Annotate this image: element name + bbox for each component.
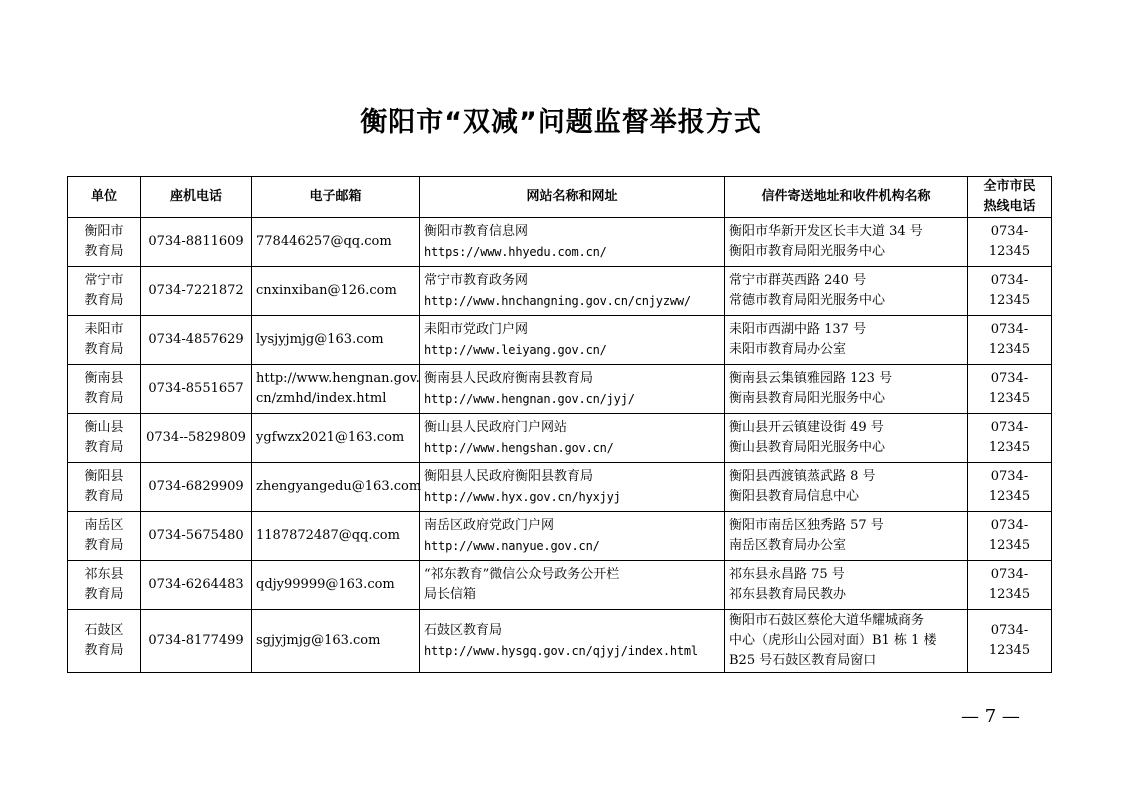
table-row — [68, 610, 1052, 673]
address-line: 祁东县永昌路 75 号 — [729, 567, 845, 582]
unit-line: 衡阳县 — [84, 469, 124, 484]
phone-cell: 0734-4857629 — [141, 316, 252, 365]
phone-cell: 0734-8811609 — [141, 218, 252, 267]
address-line: 衡阳市南岳区独秀路 57 号 — [729, 518, 884, 533]
address-cell — [725, 365, 968, 414]
table-body — [68, 218, 1052, 673]
address-line: 衡南县教育局阳光服务中心 — [729, 391, 886, 406]
table-row — [68, 463, 1052, 512]
website-line: 耒阳市党政门户网 — [424, 322, 529, 337]
address-line: 衡阳市教育局阳光服务中心 — [729, 244, 886, 259]
header-address: 信件寄送地址和收件机构名称 — [725, 177, 968, 218]
hotline-cell: 0734-12345 — [968, 365, 1052, 414]
website-line: 常宁市教育政务网 — [424, 273, 529, 288]
unit-line: 教育局 — [84, 293, 124, 308]
unit-line: 教育局 — [84, 342, 124, 357]
email-line: cn/zmhd/index.html — [256, 391, 387, 406]
contact-table — [67, 176, 1052, 673]
website-line: 衡南县人民政府衡南县教育局 — [424, 371, 594, 386]
header-hotline-line-1: 全市市民 — [983, 179, 1036, 194]
unit-line: 耒阳市 — [84, 322, 124, 337]
website-line: http://www.hengnan.gov.cn/jyj/ — [424, 392, 635, 406]
email-line: 1187872487@qq.com — [256, 528, 400, 543]
phone-cell: 0734-6264483 — [141, 561, 252, 610]
address-line: 南岳区教育局办公室 — [729, 538, 847, 553]
email-line: cnxinxiban@126.com — [256, 283, 397, 298]
website-line: 局长信箱 — [424, 587, 477, 602]
website-cell — [420, 218, 725, 267]
unit-cell — [68, 561, 141, 610]
table-row — [68, 365, 1052, 414]
address-line: 衡南县云集镇雅园路 123 号 — [729, 371, 893, 386]
hotline-cell: 0734-12345 — [968, 316, 1052, 365]
unit-line: 教育局 — [84, 391, 124, 406]
address-cell — [725, 561, 968, 610]
unit-line: 教育局 — [84, 538, 124, 553]
website-cell — [420, 463, 725, 512]
unit-line: 衡山县 — [84, 420, 124, 435]
header-hotline-line-2: 热线电话 — [983, 199, 1036, 214]
hotline-cell: 0734-12345 — [968, 218, 1052, 267]
website-cell — [420, 610, 725, 673]
email-cell — [252, 463, 420, 512]
address-line: 衡阳市华新开发区长丰大道 34 号 — [729, 224, 923, 239]
address-cell — [725, 414, 968, 463]
header-unit: 单位 — [68, 177, 141, 218]
hotline-cell: 0734-12345 — [968, 561, 1052, 610]
unit-cell — [68, 267, 141, 316]
unit-line: 教育局 — [84, 244, 124, 259]
hotline-cell: 0734-12345 — [968, 414, 1052, 463]
address-line: 耒阳市教育局办公室 — [729, 342, 847, 357]
address-line: 祁东县教育局民教办 — [729, 587, 847, 602]
address-line: 衡山县教育局阳光服务中心 — [729, 440, 886, 455]
website-line: http://www.hengshan.gov.cn/ — [424, 441, 614, 455]
table-row — [68, 316, 1052, 365]
unit-line: 衡南县 — [84, 371, 124, 386]
website-line: 衡山县人民政府门户网站 — [424, 420, 568, 435]
website-cell — [420, 414, 725, 463]
header-phone: 座机电话 — [141, 177, 252, 218]
website-cell — [420, 561, 725, 610]
website-line: http://www.nanyue.gov.cn/ — [424, 539, 600, 553]
email-cell — [252, 218, 420, 267]
header-email: 电子邮箱 — [252, 177, 420, 218]
email-line: 778446257@qq.com — [256, 234, 392, 249]
website-line: https://www.hhyedu.com.cn/ — [424, 245, 607, 259]
address-cell — [725, 610, 968, 673]
address-cell — [725, 316, 968, 365]
phone-cell: 0734-5675480 — [141, 512, 252, 561]
unit-line: 常宁市 — [84, 273, 124, 288]
address-cell — [725, 463, 968, 512]
unit-line: 衡阳市 — [84, 224, 124, 239]
website-line: 南岳区政府党政门户网 — [424, 518, 555, 533]
website-line: 衡阳市教育信息网 — [424, 224, 529, 239]
table-row — [68, 218, 1052, 267]
unit-line: 教育局 — [84, 587, 124, 602]
table-row — [68, 414, 1052, 463]
page-title: 衡阳市“双减”问题监督举报方式 — [360, 107, 762, 138]
unit-cell — [68, 218, 141, 267]
address-line: 衡阳市石鼓区蔡伦大道华耀城商务 — [729, 613, 925, 628]
header-hotline — [968, 177, 1052, 218]
phone-cell: 0734-8177499 — [141, 610, 252, 673]
address-cell — [725, 218, 968, 267]
unit-line: 石鼓区 — [84, 623, 124, 638]
email-line: lysjyjmjg@163.com — [256, 332, 384, 347]
website-line: “祁东教育”微信公众号政务公开栏 — [424, 567, 620, 582]
email-line: sgjyjmjg@163.com — [256, 633, 381, 648]
email-line: zhengyangedu@163.com — [256, 479, 422, 494]
phone-cell: 0734-6829909 — [141, 463, 252, 512]
unit-cell — [68, 316, 141, 365]
address-line: 常德市教育局阳光服务中心 — [729, 293, 886, 308]
header-row — [68, 177, 1052, 218]
unit-line: 教育局 — [84, 440, 124, 455]
unit-cell — [68, 610, 141, 673]
unit-cell — [68, 414, 141, 463]
website-line: http://www.hysgq.gov.cn/qjyj/index.html — [424, 644, 698, 658]
email-line: qdjy99999@163.com — [256, 577, 395, 592]
email-line: http://www.hengnan.gov. — [256, 371, 420, 386]
hotline-cell: 0734-12345 — [968, 610, 1052, 673]
website-line: http://www.hyx.gov.cn/hyxjyj — [424, 490, 621, 504]
unit-line: 南岳区 — [84, 518, 124, 533]
phone-cell: 0734--5829809 — [141, 414, 252, 463]
email-cell — [252, 414, 420, 463]
email-cell — [252, 267, 420, 316]
address-cell — [725, 267, 968, 316]
address-line: B25 号石鼓区教育局窗口 — [729, 653, 877, 668]
unit-cell — [68, 365, 141, 414]
unit-line: 祁东县 — [84, 567, 124, 582]
unit-cell — [68, 512, 141, 561]
email-cell — [252, 610, 420, 673]
email-line: ygfwzx2021@163.com — [256, 430, 405, 445]
email-cell — [252, 316, 420, 365]
hotline-cell: 0734-12345 — [968, 463, 1052, 512]
email-cell — [252, 512, 420, 561]
website-line: http://www.leiyang.gov.cn/ — [424, 343, 607, 357]
page-number: — 7 — — [961, 706, 1020, 727]
website-cell — [420, 267, 725, 316]
hotline-cell: 0734-12345 — [968, 267, 1052, 316]
address-cell — [725, 512, 968, 561]
email-cell — [252, 561, 420, 610]
unit-line: 教育局 — [84, 643, 124, 658]
website-line: 衡阳县人民政府衡阳县教育局 — [424, 469, 594, 484]
email-cell — [252, 365, 420, 414]
website-line: 石鼓区教育局 — [424, 623, 503, 638]
address-line: 耒阳市西湖中路 137 号 — [729, 322, 867, 337]
address-line: 常宁市群英西路 240 号 — [729, 273, 867, 288]
address-line: 中心（虎形山公园对面）B1 栋 1 楼 — [729, 633, 937, 648]
website-cell — [420, 512, 725, 561]
phone-cell: 0734-7221872 — [141, 267, 252, 316]
hotline-cell: 0734-12345 — [968, 512, 1052, 561]
unit-line: 教育局 — [84, 489, 124, 504]
header-website: 网站名称和网址 — [420, 177, 725, 218]
address-line: 衡山县开云镇建设街 49 号 — [729, 420, 884, 435]
table-row — [68, 512, 1052, 561]
table-row — [68, 561, 1052, 610]
phone-cell: 0734-8551657 — [141, 365, 252, 414]
website-cell — [420, 365, 725, 414]
table-row — [68, 267, 1052, 316]
address-line: 衡阳县西渡镇蒸武路 8 号 — [729, 469, 876, 484]
unit-cell — [68, 463, 141, 512]
website-cell — [420, 316, 725, 365]
website-line: http://www.hnchangning.gov.cn/cnjyzww/ — [424, 294, 691, 308]
address-line: 衡阳县教育局信息中心 — [729, 489, 860, 504]
